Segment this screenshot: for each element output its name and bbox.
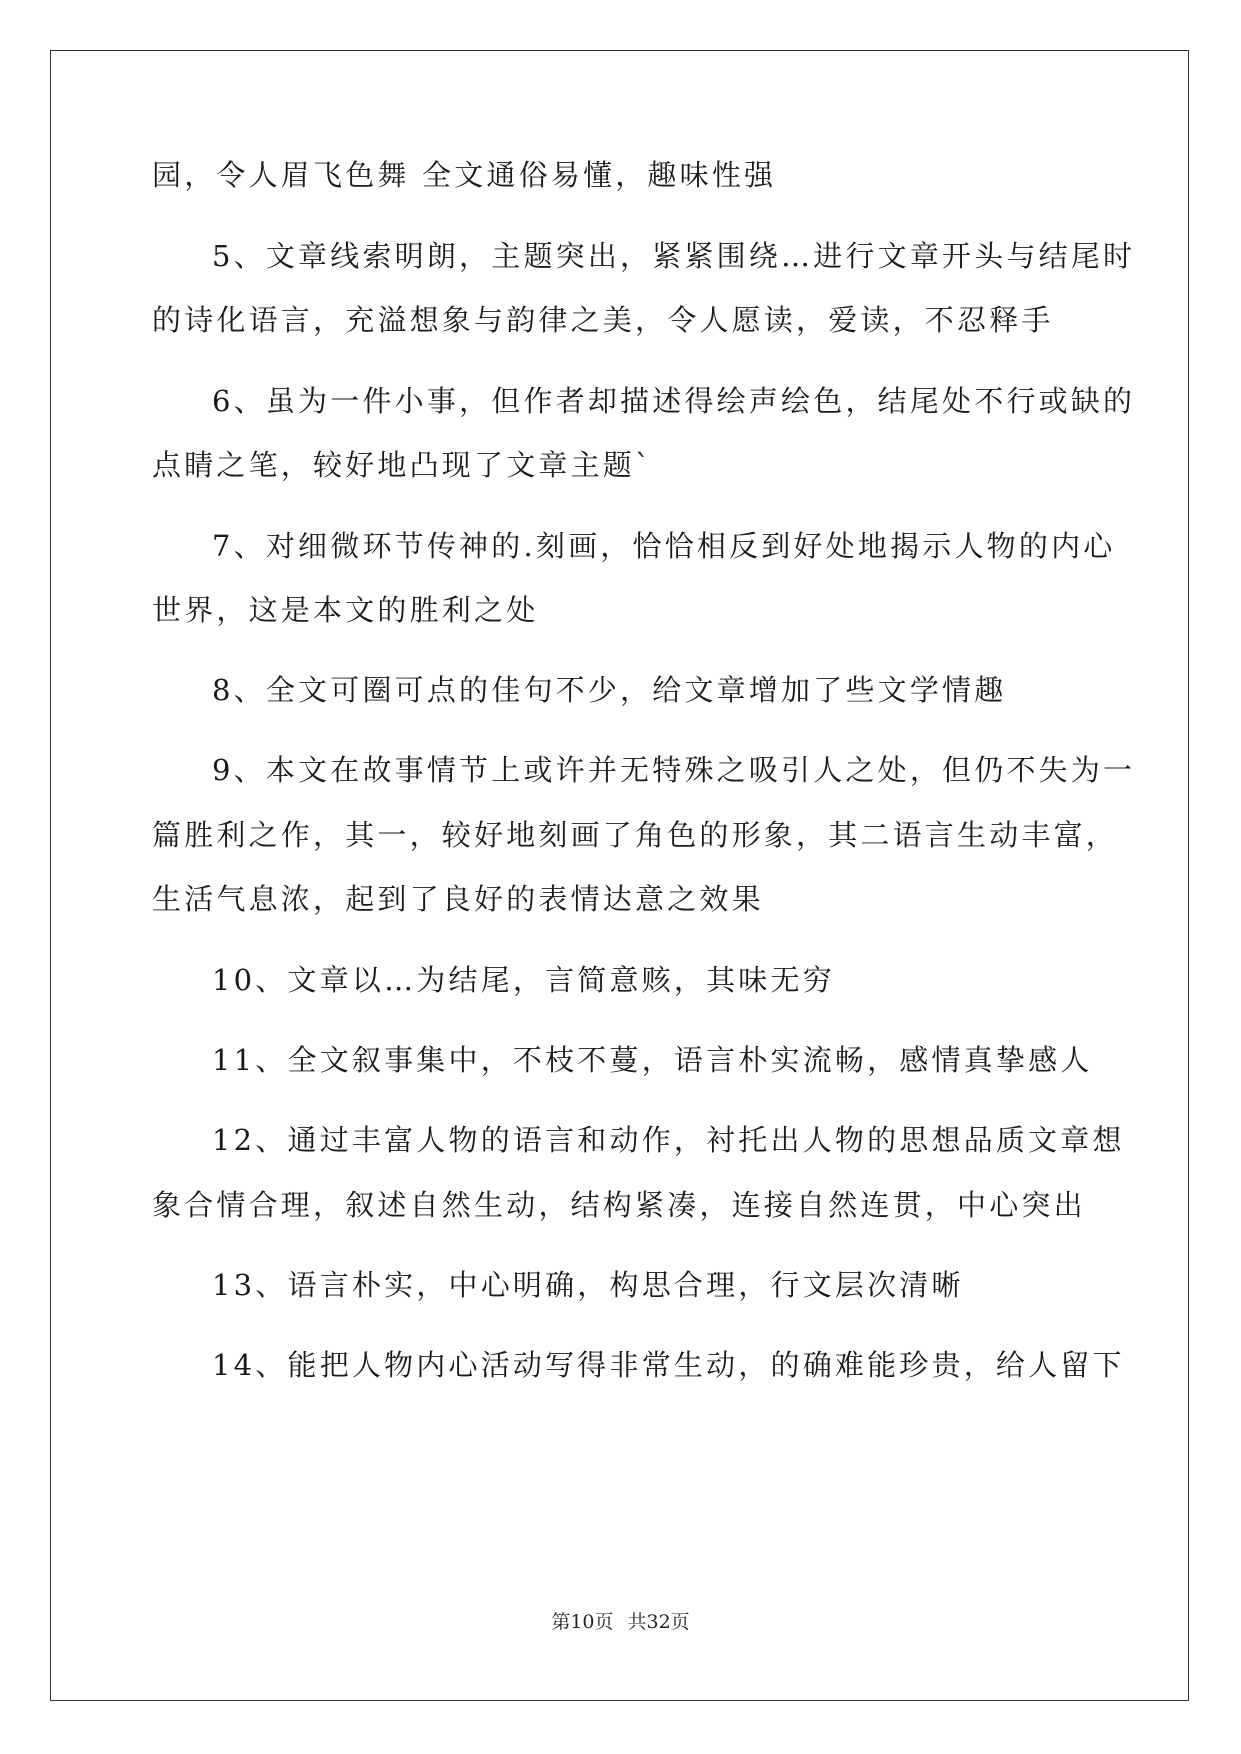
- text-line: 世界，这是本文的胜利之处: [152, 593, 539, 627]
- text-line: 园，令人眉飞色舞 全文通俗易懂，趣味性强: [152, 158, 777, 192]
- text-line: 点睛之笔，较好地凸现了文章主题`: [152, 448, 653, 482]
- text-line: 象合情合理，叙述自然生动，结构紧凑，连接自然连贯，中心突出: [152, 1188, 1086, 1222]
- text-line: 的诗化语言，充溢想象与韵律之美，令人愿读，爱读，不忍释手: [152, 303, 1054, 337]
- text-line: 5、文章线索明朗，主题突出，紧紧围绕…进行文章开头与结尾时: [212, 239, 1136, 273]
- text-line: 篇胜利之作，其一，较好地刻画了角色的形象，其二语言生动丰富，: [152, 818, 1119, 852]
- text-line: 9、本文在故事情节上或许并无特殊之吸引人之处，但仍不失为一: [212, 753, 1136, 787]
- text-line: 12、通过丰富人物的语言和动作，衬托出人物的思想品质文章想: [212, 1123, 1125, 1157]
- text-line: 7、对细微环节传神的.刻画，恰恰相反到好处地揭示人物的内心: [212, 529, 1116, 563]
- page-border: [50, 50, 1189, 1701]
- text-line: 10、文章以…为结尾，言简意赅，其味无穷: [212, 963, 835, 997]
- page-footer: [0, 1610, 1241, 1634]
- page-number: 第10页: [551, 1611, 614, 1633]
- text-line: 生活气息浓，起到了良好的表情达意之效果: [152, 882, 764, 916]
- text-line: 14、能把人物内心活动写得非常生动，的确难能珍贵，给人留下: [212, 1348, 1125, 1382]
- text-line: 13、语言朴实，中心明确，构思合理，行文层次清晰: [212, 1268, 964, 1302]
- page-total: 共32页: [627, 1611, 690, 1633]
- text-line: 6、虽为一件小事，但作者却描述得绘声绘色，结尾处不行或缺的: [212, 384, 1136, 418]
- text-line: 8、全文可圈可点的佳句不少，给文章增加了些文学情趣: [212, 673, 1007, 707]
- text-line: 11、全文叙事集中，不枝不蔓，语言朴实流畅，感情真挚感人: [212, 1043, 1093, 1077]
